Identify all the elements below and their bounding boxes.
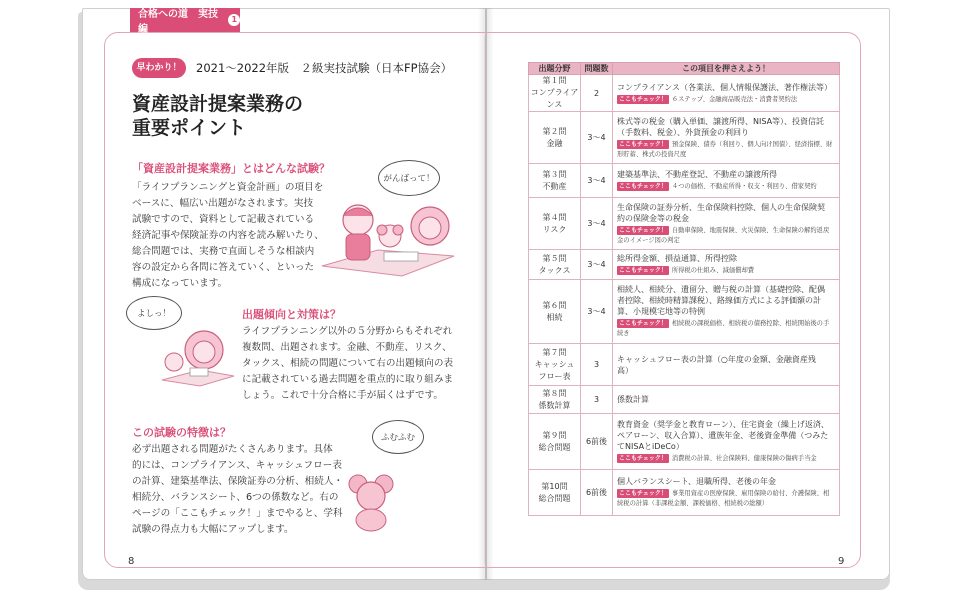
table-row (529, 75, 840, 112)
area-line: 第６問 (542, 300, 567, 310)
key-point-line: 係数計算 (617, 395, 649, 404)
section-heading-exam: 「資産設計提案業務」とはどんな試験？ (132, 162, 330, 175)
table-row (529, 250, 840, 280)
area-line: 第10問 (541, 481, 568, 491)
text-line: タックス、相続の問題について右の出題傾向の表 (242, 358, 454, 369)
check-also-row (617, 140, 835, 160)
question-count-cell: 3〜4 (581, 198, 613, 250)
key-point-line: 高） (617, 365, 633, 375)
area-line: 第５問 (542, 253, 567, 263)
chapter-tab-label: 合格への道 実技編 (138, 9, 218, 35)
mouse-character-illustration (344, 470, 400, 532)
area-line: 総合問題 (538, 493, 571, 503)
area-line: フロー表 (538, 371, 571, 381)
title-line-2: 重要ポイント (132, 117, 247, 139)
question-count-cell: 3〜4 (581, 164, 613, 198)
area-line: 第９問 (542, 430, 567, 440)
key-point-cell (613, 386, 840, 414)
check-also-label: ここもチェック！ (619, 140, 667, 148)
area-line: 金融 (546, 138, 563, 148)
key-point-cell (613, 414, 840, 470)
key-point-line: ペアローン、収入合算）、遺族年金、老後資金準備（つみた (617, 431, 829, 440)
table-row (529, 470, 840, 516)
area-line: 総合問題 (538, 442, 571, 452)
table-row (529, 198, 840, 250)
key-point-cell (613, 112, 840, 164)
key-point-line: 者控除、相続時精算課税）、路線価方式による評価額の計 (617, 296, 821, 305)
title-line-1: 資産設計提案業務の (132, 93, 304, 115)
text-line: 構成になっています。 (132, 278, 228, 289)
key-point-cell (613, 164, 840, 198)
section-text-exam (132, 180, 332, 292)
frame-divider (484, 36, 485, 564)
lion-character-illustration (160, 322, 236, 388)
key-point-line: てNISAとiDeCo） (617, 442, 684, 451)
text-line: の計算、建築基準法、保険証券の分析、相続人・ (132, 476, 344, 487)
question-count-cell: 3 (581, 386, 613, 414)
table-row (529, 112, 840, 164)
table-row (529, 386, 840, 414)
column-header: 問題数 (581, 63, 613, 75)
area-cell (529, 75, 581, 112)
area-cell (529, 250, 581, 280)
check-also-text: 相続税の課税価格、相続税の債務控除、相続開始後の手続き (617, 320, 830, 337)
key-point-line: 教育資金（奨学金と教育ローン）、住宅資金（繰上げ返済、 (617, 420, 829, 429)
key-point-cell (613, 344, 840, 386)
column-header: この項目を押さえよう！ (613, 63, 840, 75)
text-line: 試験ですので、資料として記載されている (132, 214, 315, 225)
text-line: に記載されている過去問題を重点的に取り組みま (242, 374, 454, 385)
check-also-text: ６ステップ、金融商品販売法・消費者契約法 (671, 95, 798, 103)
key-point-line: 総所得金額、損益通算、所得控除 (617, 254, 737, 263)
area-line: リスク (542, 224, 567, 234)
check-also-label: ここもチェック！ (619, 490, 667, 497)
check-also-row (617, 454, 835, 464)
key-point-line: 株式等の税金（購入単価、譲渡所得、NISA等）、投資信託 (617, 116, 825, 126)
area-cell (529, 414, 581, 470)
key-point-line: 建築基準法、不動産登記、不動産の譲渡所得 (617, 170, 777, 179)
area-cell (529, 198, 581, 250)
check-also-row (617, 95, 835, 105)
area-line: 第３問 (542, 169, 567, 179)
chapter-number: 1 (228, 14, 240, 26)
key-point-cell (613, 250, 840, 280)
question-count-cell: 2 (581, 75, 613, 112)
area-cell (529, 470, 581, 516)
table-body (529, 75, 840, 516)
text-line: ベースに、幅広い出題がなされます。実技 (132, 198, 314, 209)
area-cell (529, 386, 581, 414)
check-also-row (617, 319, 835, 339)
key-point-cell (613, 280, 840, 344)
question-count-cell: 6前後 (581, 470, 613, 516)
section-heading-features: この試験の特徴は？ (132, 426, 231, 439)
check-also-label: ここもチェック！ (619, 226, 667, 234)
text-line: 複数問、出題されます。金融、不動産、リスク、 (242, 342, 452, 353)
page-title (132, 92, 303, 140)
check-also-row (617, 489, 835, 509)
check-also-label: ここもチェック！ (619, 183, 667, 190)
page-number-left: 8 (128, 556, 135, 567)
question-count-cell: 3〜4 (581, 250, 613, 280)
table-row (529, 414, 840, 470)
question-count-cell: 3〜4 (581, 280, 613, 344)
area-cell (529, 280, 581, 344)
key-point-line: 算、小規模宅地等の特例 (617, 307, 705, 316)
text-line: 必ず出題される問題がたくさんあります。具体 (132, 444, 333, 455)
area-cell (529, 164, 581, 198)
chapter-tab (130, 8, 240, 35)
area-line: コンプライアンス (530, 88, 579, 109)
text-line: 経済記事や保険証券の内容を読み解いたり、 (132, 230, 324, 241)
area-line: 第４問 (542, 212, 567, 222)
key-point-cell (613, 198, 840, 250)
check-also-row (617, 226, 835, 246)
check-also-text: 自動車保険、地震保険、火災保険、生命保険の解約返戻金のイメージ図の判定 (617, 226, 830, 244)
area-line: 第２問 (542, 126, 567, 136)
check-also-text: 事業用資産の医療保険、雇用保険の給付、介護保険、相続税の計算（非課税金額、課税価格、相続税の総額） (617, 490, 830, 507)
speech-bubble-ganbatte: がんばって！ (378, 160, 440, 196)
key-point-line: 個人バランスシート、退職所得、老後の年金 (617, 477, 777, 486)
text-line: 的には、コンプライアンス、キャッシュフロー表 (132, 460, 342, 471)
table-row (529, 164, 840, 198)
area-line: 相続 (546, 312, 563, 322)
key-point-line: （手数料、税金）、外貨預金の利回り (617, 127, 749, 137)
family-studying-illustration (318, 196, 458, 280)
text-line: しょう。これで十分合格に手が届くはずです。 (242, 390, 443, 401)
area-line: タックス (538, 265, 571, 275)
section-text-trends (242, 324, 474, 404)
check-also-row (617, 266, 835, 276)
key-point-line: コンプライアンス（各業法、個人情報保護法、著作権法等） (617, 82, 832, 92)
text-line: 「ライフプランニングと資金計画」の項目を (132, 182, 324, 193)
key-point-cell (613, 470, 840, 516)
key-point-line: キャッシュフロー表の計算（○年度の金額、金融資産残 (617, 354, 816, 364)
check-also-row (617, 182, 835, 192)
check-also-label: ここもチェック！ (619, 267, 667, 274)
area-cell (529, 112, 581, 164)
text-line: ページの「ここもチェック！」までやると、学科 (132, 508, 343, 519)
key-point-line: 相続人、相続分、遺留分、贈与税の計算（基礎控除、配偶 (617, 285, 825, 294)
speech-bubble-yoshi: よしっ！ (126, 296, 182, 330)
check-also-label: ここもチェック！ (619, 455, 667, 462)
text-line: ライフプランニング以外の５分野からもそれぞれ (242, 326, 453, 337)
page-number-right: 9 (838, 556, 845, 567)
question-count-cell: 3〜4 (581, 112, 613, 164)
area-line: 不動産 (542, 181, 567, 191)
check-also-text: 預金保険、債券（利回り、個人向け国債）、経済指標、財形貯蓄、株式の投資尺度 (617, 140, 833, 158)
edition-line: 2021〜2022年版 ２級実技試験（日本FP協会） (196, 61, 453, 75)
key-point-line: 約の保険金等の税金 (617, 213, 689, 223)
table-row (529, 280, 840, 344)
text-line: 試験の得点力も大幅にアップします。 (132, 524, 294, 535)
area-line: 係数計算 (538, 400, 571, 410)
section-heading-trends: 出題傾向と対策は？ (242, 308, 341, 321)
question-count-cell: 6前後 (581, 414, 613, 470)
area-line: キャッシュ (534, 359, 575, 369)
area-line: 第８問 (542, 388, 567, 398)
check-also-text: 所得税の仕組み、減価償却費 (671, 267, 755, 274)
text-line: 総合問題では、実務で直面しそうな相談内 (132, 246, 315, 257)
table-row (529, 344, 840, 386)
key-point-cell (613, 75, 840, 112)
check-also-label: ここもチェック！ (619, 95, 667, 103)
text-line: 容の設定から各問に答えていく、といった (132, 262, 315, 273)
area-cell (529, 344, 581, 386)
exam-trend-table (528, 62, 840, 516)
area-line: 第１問 (542, 76, 567, 85)
column-header: 出題分野 (529, 63, 581, 75)
table-header-row (529, 63, 840, 75)
check-also-text: ４つの価格、不動産所得・収支・利回り、借家契約 (671, 183, 817, 190)
key-point-line: 生命保険の証券分析、生命保険料控除、個人の生命保険契 (617, 202, 825, 212)
question-count-cell: 3 (581, 344, 613, 386)
speech-bubble-fumufumu: ふむふむ (372, 420, 424, 454)
check-also-label: ここもチェック！ (619, 320, 667, 327)
quick-guide-badge: 早わかり！ (132, 58, 186, 78)
area-line: 第７問 (542, 347, 567, 357)
text-line: 相続分、バランスシート、6つの係数など。右の (132, 492, 339, 503)
section-text-features (132, 442, 346, 538)
check-also-text: 消費税の計算、社会保険料、健康保険の傷病手当金 (671, 455, 817, 462)
